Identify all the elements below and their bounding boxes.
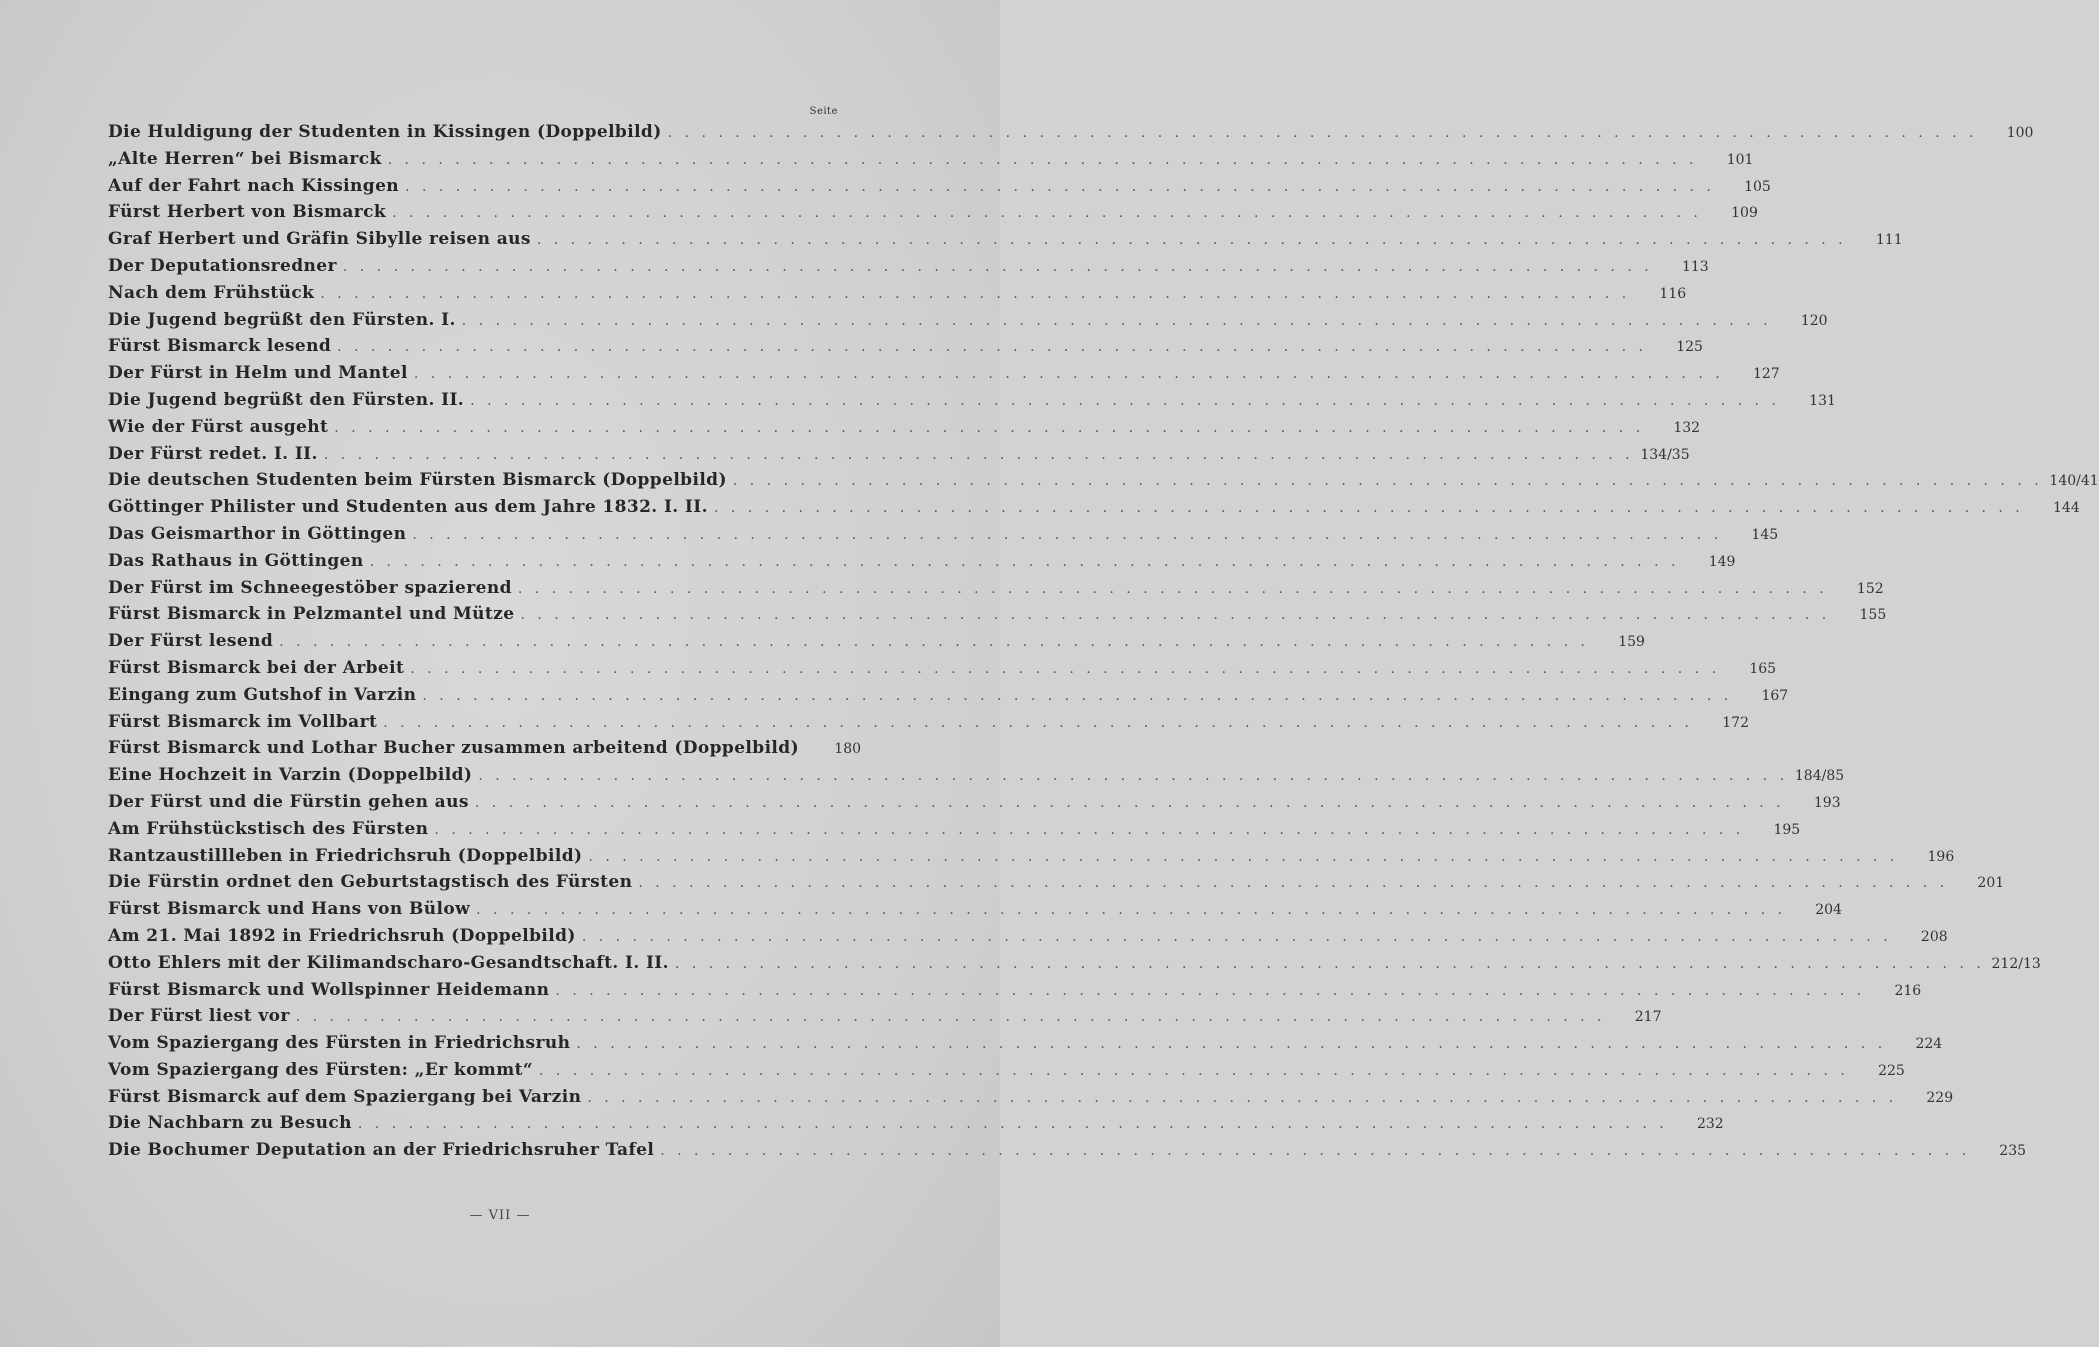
entry-title: Der Fürst lesend bbox=[108, 631, 274, 652]
dot-leader bbox=[555, 983, 1865, 999]
dot-leader bbox=[518, 581, 1828, 597]
entry-page-number: 165 bbox=[1749, 660, 1777, 677]
entry-title: Der Fürst und die Fürstin gehen aus bbox=[108, 791, 469, 812]
entry-title: Die Fürstin ordnet den Geburtstagstisch des Fürsten bbox=[108, 872, 633, 893]
entry-title: Auf der Fahrt nach Kissingen bbox=[108, 175, 400, 196]
entry-title: Die Bochumer Deputation an der Friedrichsruher Tafel bbox=[108, 1140, 655, 1161]
entry-title: Der Fürst redet. I. II. bbox=[108, 443, 318, 464]
entry-page-number: 201 bbox=[1977, 875, 2005, 892]
entry-title: Eingang zum Gutshof in Varzin bbox=[108, 684, 417, 705]
entry-title: Der Deputationsredner bbox=[108, 255, 337, 276]
entry-page-number: 120 bbox=[1800, 312, 1828, 329]
toc-entry bbox=[108, 389, 1836, 417]
entry-title: Fürst Bismarck und Lothar Bucher zusammen arbeitend (Doppelbild) bbox=[108, 738, 800, 759]
dot-leader bbox=[358, 1116, 1668, 1132]
toc-entry bbox=[108, 309, 1828, 337]
entry-title: Vom Spaziergang des Fürsten in Friedrichsruh bbox=[108, 1033, 571, 1054]
dot-leader bbox=[470, 393, 1780, 409]
toc-entry bbox=[108, 657, 1777, 685]
entry-title: Rantzaustillleben in Friedrichsruh (Doppelbild) bbox=[108, 845, 583, 866]
toc-entry bbox=[108, 443, 1690, 471]
page-column-header: Seite bbox=[809, 106, 838, 117]
entry-title: Fürst Bismarck im Vollbart bbox=[108, 711, 378, 732]
dot-leader bbox=[714, 500, 2024, 516]
toc-entry bbox=[108, 952, 2041, 980]
page-folio: — VII — bbox=[469, 1208, 531, 1223]
entry-page-number: 235 bbox=[1999, 1143, 2027, 1160]
entry-title: Fürst Bismarck auf dem Spaziergang bei Varzin bbox=[108, 1086, 582, 1107]
entry-page-number: 134/35 bbox=[1640, 446, 1690, 463]
toc-entry bbox=[108, 925, 1948, 953]
entry-title: Eine Hochzeit in Varzin (Doppelbild) bbox=[108, 765, 473, 786]
toc-entry bbox=[108, 523, 1779, 551]
entry-title: Das Geismarthor in Göttingen bbox=[108, 523, 407, 544]
toc-entry bbox=[108, 738, 862, 765]
toc-entry bbox=[108, 631, 1645, 658]
toc-entry bbox=[108, 577, 1884, 605]
entry-page-number: 193 bbox=[1813, 794, 1841, 811]
dot-leader bbox=[320, 286, 1630, 302]
entry-title: „Alte Herren“ bei Bismarck bbox=[108, 148, 382, 169]
toc-entry bbox=[108, 791, 1841, 819]
entry-title: Die deutschen Studenten beim Fürsten Bismarck (Doppelbild) bbox=[108, 470, 727, 491]
entry-title: Die Jugend begrüßt den Fürsten. II. bbox=[108, 389, 465, 410]
dot-leader bbox=[478, 768, 1788, 784]
entry-page-number: 184/85 bbox=[1794, 768, 1845, 785]
entry-title: Fürst Bismarck bei der Arbeit bbox=[108, 657, 405, 678]
entry-title: Der Fürst in Helm und Mantel bbox=[108, 363, 408, 384]
dot-leader bbox=[733, 473, 2043, 489]
illustration-list bbox=[108, 122, 2099, 1167]
entry-title: Fürst Bismarck und Wollspinner Heidemann bbox=[108, 979, 550, 1000]
dot-leader bbox=[324, 447, 1634, 463]
dot-leader bbox=[520, 607, 1830, 623]
toc-entry bbox=[108, 604, 1887, 631]
entry-title: Wie der Fürst ausgeht bbox=[108, 416, 329, 437]
entry-page-number: 180 bbox=[834, 741, 862, 758]
entry-title: Der Fürst liest vor bbox=[108, 1006, 290, 1027]
entry-page-number: 152 bbox=[1856, 580, 1884, 597]
entry-page-number: 105 bbox=[1744, 178, 1771, 195]
dot-leader bbox=[296, 1009, 1606, 1025]
entry-page-number: 167 bbox=[1761, 687, 1789, 704]
entry-page-number: 100 bbox=[2006, 125, 2034, 141]
dot-leader bbox=[334, 420, 1644, 436]
entry-page-number: 216 bbox=[1894, 982, 1922, 999]
toc-entry bbox=[108, 1006, 1662, 1033]
entry-title: Nach dem Frühstück bbox=[108, 282, 315, 303]
entry-page-number: 145 bbox=[1751, 526, 1779, 543]
toc-entry bbox=[108, 229, 1903, 256]
dot-leader bbox=[422, 688, 1732, 704]
toc-entry bbox=[108, 255, 1709, 283]
toc-entry bbox=[108, 1140, 2027, 1167]
toc-entry bbox=[108, 363, 1780, 390]
entry-title: Am Frühstückstisch des Fürsten bbox=[108, 818, 429, 839]
entry-title: Vom Spaziergang des Fürsten: „Er kommt“ bbox=[108, 1059, 534, 1080]
entry-page-number: 224 bbox=[1915, 1036, 1943, 1053]
entry-page-number: 195 bbox=[1773, 821, 1801, 838]
toc-entry bbox=[108, 336, 1703, 363]
toc-entry bbox=[108, 684, 1789, 712]
dot-leader bbox=[337, 339, 1647, 355]
entry-page-number: 140/41 bbox=[2049, 473, 2099, 490]
entry-page-number: 232 bbox=[1696, 1116, 1724, 1133]
dot-leader bbox=[539, 1063, 1849, 1079]
entry-title: Fürst Bismarck und Hans von Bülow bbox=[108, 899, 471, 920]
dot-leader bbox=[434, 822, 1744, 838]
entry-page-number: 109 bbox=[1731, 205, 1758, 222]
entry-page-number: 131 bbox=[1809, 392, 1836, 409]
entry-page-number: 127 bbox=[1752, 366, 1780, 383]
entry-page-number: 229 bbox=[1926, 1089, 1954, 1106]
entry-title: Die Nachbarn zu Besuch bbox=[108, 1113, 352, 1134]
entry-page-number: 225 bbox=[1878, 1062, 1905, 1079]
dot-leader bbox=[638, 875, 1948, 891]
toc-entry bbox=[108, 122, 2034, 149]
toc-entry bbox=[108, 148, 1754, 176]
toc-entry bbox=[108, 202, 1758, 229]
dot-leader bbox=[475, 795, 1785, 811]
toc-entry bbox=[108, 1113, 1724, 1140]
entry-page-number: 212/13 bbox=[1991, 955, 2041, 972]
entry-page-number: 159 bbox=[1618, 634, 1645, 651]
toc-entry bbox=[108, 872, 2005, 899]
dot-leader bbox=[660, 1143, 1970, 1159]
dot-leader bbox=[388, 152, 1698, 168]
entry-title: Die Jugend begrüßt den Fürsten. I. bbox=[108, 309, 456, 330]
toc-entry bbox=[108, 1059, 1905, 1087]
entry-title: Otto Ehlers mit der Kilimandscharo-Gesandtschaft. I. II. bbox=[108, 952, 669, 973]
toc-entry bbox=[108, 845, 1955, 873]
toc-entry bbox=[108, 416, 1701, 444]
toc-entry bbox=[108, 899, 1842, 926]
entry-title: Der Fürst im Schneegestöber spazierend bbox=[108, 577, 512, 598]
toc-entry bbox=[108, 282, 1687, 310]
entry-title: Fürst Bismarck lesend bbox=[108, 336, 332, 357]
entry-title: Am 21. Mai 1892 in Friedrichsruh (Doppelbild) bbox=[108, 925, 576, 946]
dot-leader bbox=[383, 715, 1693, 731]
dot-leader bbox=[392, 205, 1702, 221]
entry-page-number: 132 bbox=[1673, 419, 1701, 436]
entry-page-number: 155 bbox=[1859, 607, 1887, 624]
entry-page-number: 144 bbox=[2053, 500, 2080, 517]
dot-leader bbox=[476, 902, 1786, 918]
toc-entry bbox=[108, 711, 1749, 739]
entry-title: Graf Herbert und Gräfin Sibylle reisen aus bbox=[108, 229, 531, 250]
entry-title: Fürst Bismarck in Pelzmantel und Mütze bbox=[108, 604, 515, 625]
entry-page-number: 204 bbox=[1815, 902, 1842, 919]
dot-leader bbox=[343, 259, 1653, 275]
dot-leader bbox=[414, 366, 1724, 382]
toc-entry bbox=[108, 1033, 1943, 1060]
toc-entry bbox=[108, 175, 1771, 203]
entry-page-number: 172 bbox=[1722, 714, 1749, 731]
entry-title: Göttinger Philister und Studenten aus dem Jahre 1832. I. II. bbox=[108, 497, 708, 518]
dot-leader bbox=[279, 634, 1589, 650]
entry-page-number: 113 bbox=[1681, 258, 1709, 275]
dot-leader bbox=[587, 1090, 1897, 1106]
entry-page-number: 116 bbox=[1659, 285, 1687, 302]
dot-leader bbox=[668, 125, 1978, 141]
entry-page-number: 111 bbox=[1875, 232, 1903, 249]
entry-title: Das Rathaus in Göttingen bbox=[108, 550, 364, 571]
entry-page-number: 217 bbox=[1634, 1009, 1662, 1026]
toc-entry bbox=[108, 979, 1922, 1007]
toc-entry bbox=[108, 818, 1801, 846]
entry-title: Die Huldigung der Studenten in Kissingen (Doppelbild) bbox=[108, 122, 662, 142]
toc-entry bbox=[108, 1086, 1954, 1114]
dot-leader bbox=[675, 956, 1985, 972]
entry-page-number: 196 bbox=[1927, 848, 1955, 865]
dot-leader bbox=[412, 527, 1722, 543]
toc-entry bbox=[108, 497, 2080, 524]
dot-leader bbox=[410, 661, 1720, 677]
entry-page-number: 101 bbox=[1726, 151, 1754, 168]
dot-leader bbox=[370, 554, 1680, 570]
entry-page-number: 208 bbox=[1920, 928, 1948, 945]
entry-page-number: 149 bbox=[1708, 553, 1736, 570]
toc-entry bbox=[108, 550, 1736, 578]
dot-leader bbox=[537, 232, 1847, 248]
dot-leader bbox=[405, 179, 1715, 195]
dot-leader bbox=[462, 313, 1772, 329]
entry-page-number: 125 bbox=[1676, 339, 1703, 356]
dot-leader bbox=[588, 849, 1898, 865]
toc-entry bbox=[108, 765, 1845, 792]
toc-entry bbox=[108, 470, 2099, 497]
dot-leader bbox=[576, 1036, 1886, 1052]
entry-title: Fürst Herbert von Bismarck bbox=[108, 202, 387, 223]
dot-leader bbox=[582, 929, 1892, 945]
